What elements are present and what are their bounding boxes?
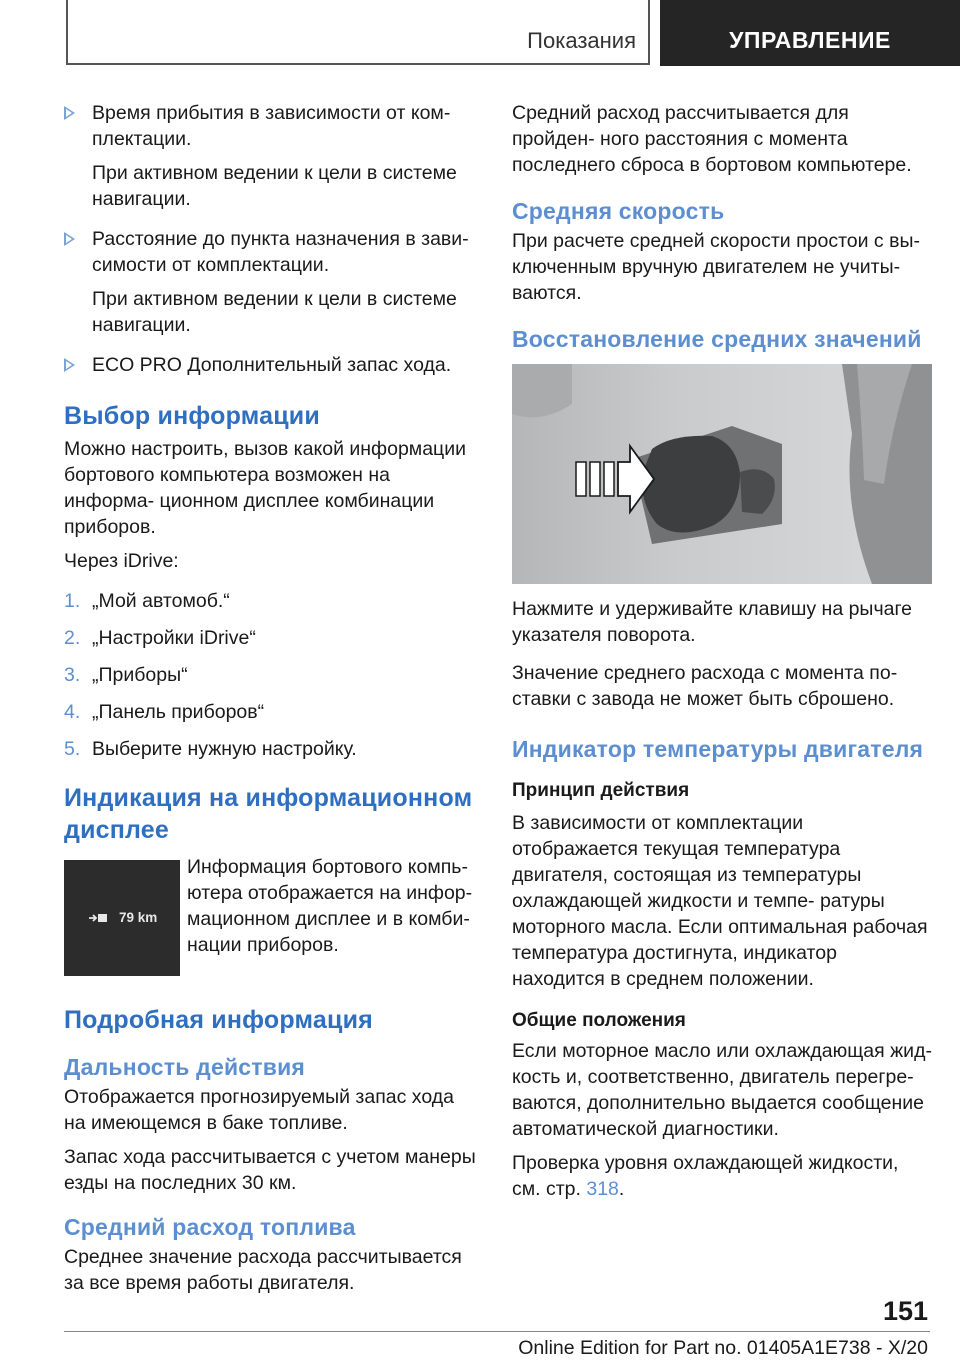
turn-signal-lever-image <box>512 364 932 584</box>
avg-speed-text: При расчете средней скорости простои с вы- ключенным вручную двигателем не учиты- ваются. <box>512 230 920 304</box>
principle-heading: Принцип действия <box>512 780 690 801</box>
list-item <box>64 625 480 651</box>
step-number: 3. <box>64 664 81 686</box>
steps-list <box>64 588 480 762</box>
bullet-item <box>64 226 480 338</box>
bullet-text: Время прибытия в зависимости от ком- плектации. <box>92 102 451 150</box>
step-text: „Приборы“ <box>92 664 188 686</box>
step-text: „Панель приборов“ <box>92 701 265 723</box>
header-section-label: Показания <box>527 28 636 53</box>
list-item <box>64 699 480 725</box>
page-number: 151 <box>882 1296 928 1326</box>
list-item <box>64 736 480 762</box>
avg-fuel-text: Среднее значение расхода рассчитывается за все время работы двигателя. <box>64 1246 462 1294</box>
bullet-text: ECO PRO Дополнительный запас хода. <box>92 354 452 376</box>
general-text: Если моторное масло или охлаждающая жид- кость и, соответственно, двигатель перегре- ваются, дополнительно выдается сообщение автоматической диагностики. <box>512 1040 932 1140</box>
step-number: 2. <box>64 627 81 649</box>
header-divider <box>648 0 650 64</box>
right-column <box>512 100 932 1202</box>
range-text-2: Запас хода рассчитывается с учетом манеры езды на последних 30 км. <box>64 1146 476 1194</box>
range-icon <box>88 912 110 924</box>
footer-edition: Online Edition for Part no. 01405A1E738 - X/20 <box>518 1337 928 1359</box>
step-text: „Настройки iDrive“ <box>92 627 256 649</box>
check-text <box>512 1150 932 1202</box>
step-text: Выберите нужную настройку. <box>92 738 357 760</box>
display-heading: Индикация на информационном дисплее <box>64 784 473 844</box>
temp-heading: Индикатор температуры двигателя <box>512 736 924 762</box>
detail-heading: Подробная информация <box>64 1006 373 1034</box>
footer-divider <box>64 1331 930 1332</box>
step-number: 5. <box>64 738 81 760</box>
step-text: „Мой автомоб.“ <box>92 590 230 612</box>
display-value: 79 km <box>119 910 158 925</box>
avg-speed-heading: Средняя скорость <box>512 198 725 224</box>
via-idrive-text: Через iDrive: <box>64 550 179 572</box>
bullet-subtext: При активном ведении к цели в системе навигации. <box>92 288 457 336</box>
range-text: Отображается прогнозируемый запас хода на имеющемся в баке топливе. <box>64 1086 454 1134</box>
header-bottom-border <box>66 63 650 65</box>
reset-heading: Восстановление средних значений <box>512 326 922 352</box>
range-heading: Дальность действия <box>64 1054 306 1080</box>
bullet-text: Расстояние до пункта назначения в зави- симости от комплектации. <box>92 228 469 276</box>
avg-fuel-cont-text: Средний расход рассчитывается для пройден- ного расстояния с момента последнего сброса в бортовом компьютере. <box>512 102 912 176</box>
header-chapter-tab: УПРАВЛЕНИЕ <box>660 0 960 66</box>
list-item <box>64 588 480 614</box>
lever-illustration <box>512 364 932 584</box>
display-block <box>64 854 480 976</box>
bullet-item <box>64 352 480 378</box>
avg-fuel-heading: Средний расход топлива <box>64 1214 356 1240</box>
display-text: Информация бортового компь- ютера отображается на инфор- мационном дисплее и в комби- нации приборов. <box>187 856 473 956</box>
list-item <box>64 662 480 688</box>
check-text-end: . <box>618 1178 625 1200</box>
page-link[interactable]: 318 <box>586 1178 619 1200</box>
step-number: 1. <box>64 590 81 612</box>
general-heading: Общие положения <box>512 1010 686 1031</box>
check-text-main: Проверка уровня охлаждающей жидкости, см. стр. <box>512 1152 899 1200</box>
reset-text: Нажмите и удерживайте клавишу на рычаге указателя поворота. <box>512 598 912 646</box>
info-display-image <box>64 860 180 976</box>
left-column <box>64 100 480 1296</box>
select-info-text: Можно настроить, вызов какой информации бортового компьютера возможен на информа- ционном дисплее комбинации приборов. <box>64 438 466 538</box>
principle-text: В зависимости от комплектации отображается текущая температура двигателя, состоящая из температуры охлаждающей жидкости и темпе- ратуры моторного масла. Если оптимальная рабочая температура достигнута, индикатор находится в среднем положении. <box>512 812 928 990</box>
bullet-subtext: При активном ведении к цели в системе навигации. <box>92 162 457 210</box>
bullet-item <box>64 100 480 212</box>
step-number: 4. <box>64 701 81 723</box>
select-info-heading: Выбор информации <box>64 402 320 430</box>
reset-text-2: Значение среднего расхода с момента по- ставки с завода не может быть сброшено. <box>512 662 898 710</box>
